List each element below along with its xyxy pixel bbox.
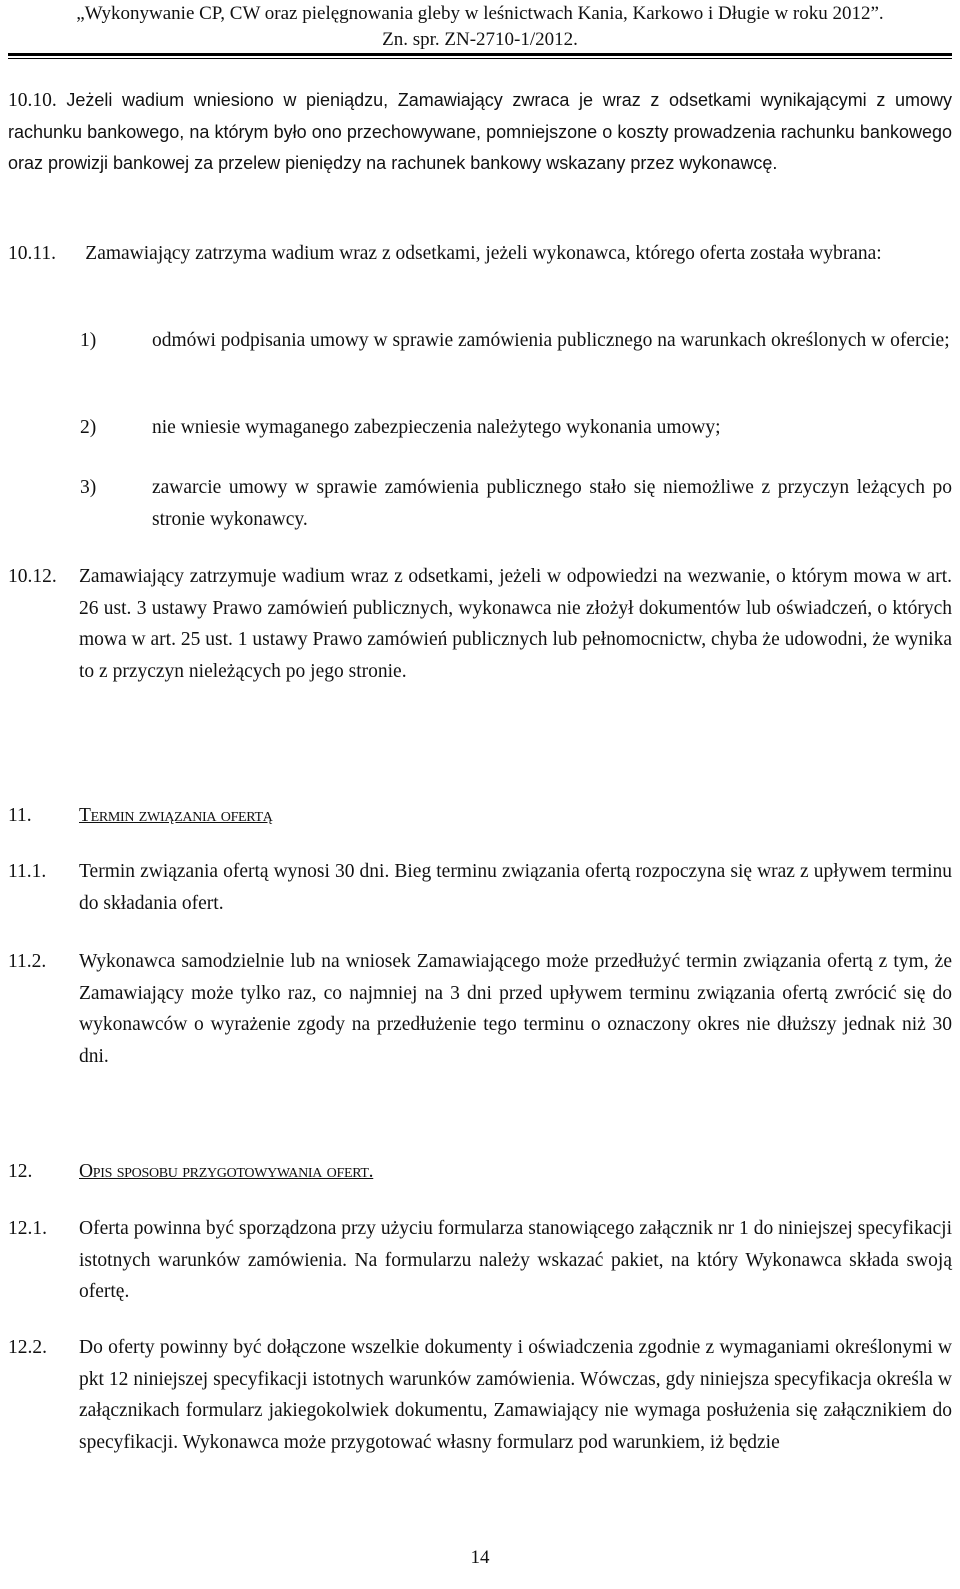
section-number: 12.	[8, 1161, 33, 1182]
paragraph-12-2	[8, 1332, 952, 1458]
header-rule-thin	[8, 58, 952, 59]
list-10-11-item-3	[80, 472, 952, 535]
list-10-11	[80, 325, 952, 357]
paragraph-number: 11.1.	[8, 861, 47, 882]
paragraph-11-2	[8, 946, 952, 1072]
section-title: Opis sposobu przygotowywania ofert.	[79, 1161, 374, 1182]
paragraph-12-1	[8, 1213, 952, 1308]
list-item	[80, 472, 952, 535]
paragraph-text: Wykonawca samodzielnie lub na wniosek Zamawiającego może przedłużyć termin związania ofertą z tym, że Zamawiający może tylko raz, co najmniej na 3 dni przed upływem terminu związania ofertą zwrócić się do wykonawców o wyrażenie zgody na przedłużenie tego terminu o oznaczony okres nie dłuższy jednak niż 30 dni.	[79, 951, 952, 1067]
header-case-number: Zn. spr. ZN-2710-1/2012.	[382, 29, 578, 50]
paragraph-number: 10.12.	[8, 566, 57, 587]
list-item-text: zawarcie umowy w sprawie zamówienia publicznego stało się niemożliwe z przyczyn leżących po stronie wykonawcy.	[152, 477, 952, 530]
paragraph-number: 10.11.	[8, 243, 57, 264]
list-item-number: 3)	[80, 477, 97, 498]
section-title: Termin związania ofertą	[79, 805, 273, 826]
paragraph-number: 12.2.	[8, 1337, 47, 1358]
section-number: 11.	[8, 805, 32, 826]
list-item	[80, 325, 952, 357]
paragraph-11-1	[8, 856, 952, 919]
paragraph-text: Jeżeli wadium wniesiono w pieniądzu, Zamawiający zwraca je wraz z odsetkami wynikającymi z umowy rachunku bankowego, na którym było ono przechowywane, pomniejszone o koszty prowadzenia rachunku bankowego oraz prowizji bankowej za przelew pieniędzy na rachunek bankowy wskazany przez wykonawcę.	[8, 90, 952, 173]
list-item-number: 1)	[80, 330, 97, 351]
header-title: „Wykonywanie CP, CW oraz pielęgnowania gleby w leśnictwach Kania, Karkowo i Długie w roku 2012”.	[76, 3, 884, 24]
paragraph-number: 10.10.	[8, 90, 57, 111]
paragraph-number: 11.2.	[8, 951, 47, 972]
paragraph-10-11	[8, 238, 952, 270]
list-item-number: 2)	[80, 417, 97, 438]
paragraph-text: Zamawiający zatrzyma wadium wraz z odsetkami, jeżeli wykonawca, którego oferta została wybrana:	[85, 243, 882, 264]
paragraph-10-12	[8, 561, 952, 687]
header-rule	[8, 53, 952, 56]
paragraph-10-10	[8, 85, 952, 180]
list-10-11-item-2	[80, 412, 952, 444]
paragraph-text: Do oferty powinny być dołączone wszelkie dokumenty i oświadczenia zgodnie z wymaganiami określonymi w pkt 12 niniejszej specyfikacji istotnych warunków zamówienia. Wówczas, gdy niniejsza specyfikacja określa w załącznikach formularz jakiegokolwiek dokumentu, Zamawiający nie wymaga posłużenia się załącznikiem do specyfikacji. Wykonawca może przygotować własny formularz pod warunkiem, iż będzie	[79, 1337, 952, 1453]
list-item-text: nie wniesie wymaganego zabezpieczenia należytego wykonania umowy;	[152, 417, 721, 438]
page-number: 14	[470, 1547, 490, 1568]
paragraph-text: Zamawiający zatrzymuje wadium wraz z odsetkami, jeżeli w odpowiedzi na wezwanie, o którym mowa w art. 26 ust. 3 ustawy Prawo zamówień publicznych, wykonawca nie złożył dokumentów lub oświadczeń, o których mowa w art. 25 ust. 1 ustawy Prawo zamówień publicznych lub pełnomocnictw, chyba że udowodni, że wynika to z przyczyn nieleżących po jego stronie.	[79, 566, 952, 682]
list-item	[80, 412, 952, 444]
list-item-text: odmówi podpisania umowy w sprawie zamówienia publicznego na warunkach określonych w ofercie;	[152, 330, 950, 351]
paragraph-text: Termin związania ofertą wynosi 30 dni. Bieg terminu związania ofertą rozpoczyna się wraz z upływem terminu do składania ofert.	[79, 861, 952, 914]
paragraph-number: 12.1.	[8, 1218, 47, 1239]
paragraph-text: Oferta powinna być sporządzona przy użyciu formularza stanowiącego załącznik nr 1 do niniejszej specyfikacji istotnych warunków zamówienia. Na formularzu należy wskazać pakiet, na który Wykonawca składa swoją ofertę.	[79, 1218, 952, 1302]
